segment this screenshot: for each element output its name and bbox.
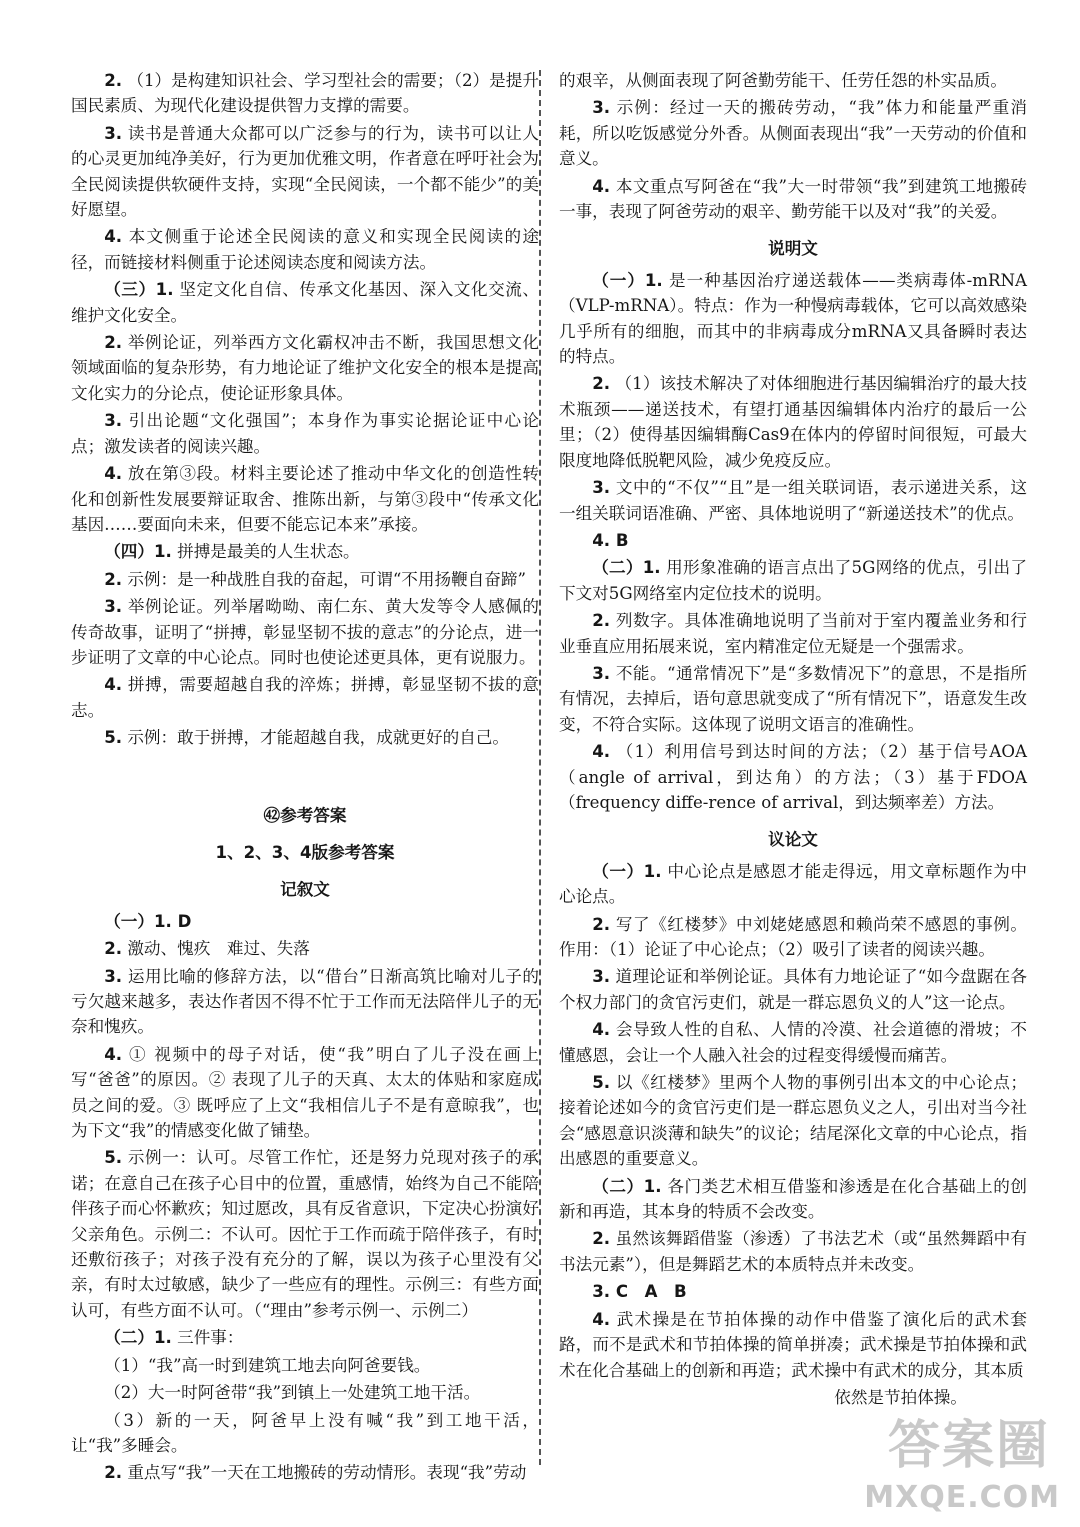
answer-item	[559, 555, 1027, 606]
answer-text: （3）新的一天，阿爸早上没有喊“我”到工地干活，让“我”多睡会。	[71, 1410, 539, 1455]
answer-text: （1）利用信号到达时间的方法；（2）基于信号AOA（angle of arrival，到达角）的方法；（3）基于FDOA（frequency diffe-rence of arrival，到达频率差）方法。	[559, 742, 1027, 812]
answer-item	[71, 539, 539, 564]
answer-text: 拼搏，需要超越自我的淬炼；拼搏，彰显坚韧不拔的意志。	[71, 675, 540, 720]
answer-text: 列数字。具体准确地说明了当前对于室内覆盖业务和行业垂直应用拓展来说，室内精准定位无疑是一个强需求。	[559, 611, 1028, 656]
question-number: 2.	[104, 1463, 123, 1483]
answer-text: 示例：敢于拼搏，才能超越自我，成就更好的自己。	[127, 728, 509, 748]
answer-item	[559, 68, 1027, 93]
answer-item	[71, 224, 539, 275]
answer-item	[559, 1070, 1027, 1172]
answer-text: 重点写“我”一天在工地搬砖的劳动情形。表现“我”劳动	[127, 1463, 527, 1483]
question-number: （一）1.	[592, 270, 663, 290]
question-number: 2.	[104, 939, 123, 959]
answer-text: （1）该技术解决了对体细胞进行基因编辑治疗的最大技术瓶颈——递送技术，有望打通基因编辑体内治疗的最后一公里；（2）使得基因编辑酶Cas9在体内的停留时间很短，可最大限度地降低脱靶风险，减少免疫反应。	[559, 374, 1027, 470]
answer-text: 放在第③段。材料主要论述了推动中华文化的创造性转化和创新性发展要辩证取舍、推陈出新，与第③段中“传承文化基因……要面向未来，但要不能忘记本来”承接。	[71, 464, 540, 534]
answer-item	[71, 1042, 539, 1144]
answer-item	[559, 475, 1027, 526]
question-number: 2.	[592, 611, 611, 631]
answer-text: 依然是节拍体操。	[834, 1387, 967, 1407]
question-number: （二）1.	[104, 1328, 172, 1348]
question-number: 2.	[104, 71, 123, 90]
answer-item	[71, 68, 539, 119]
watermark-text: 答案圈	[887, 1416, 1050, 1476]
answer-item	[71, 277, 539, 328]
question-number: 4.	[592, 742, 611, 762]
answer-text: 不能。“通常情况下”是“多数情况下”的意思，不是指所有情况，去掉后，语句意思就变成了“所有情况下”，语意发生改变，不符合实际。这体现了说明文语言的准确性。	[559, 663, 1027, 734]
answer-item	[71, 330, 539, 406]
answer-text: 虽然该舞蹈借鉴（渗透）了书法艺术（或“虽然舞蹈中有书法元素”），但是舞蹈艺术的本质特点并未改变。	[559, 1229, 1028, 1274]
question-number: 4.	[592, 176, 611, 196]
question-number: 3.	[592, 478, 611, 498]
right-column	[559, 68, 1027, 1410]
question-number: 2.	[104, 569, 123, 589]
answer-item	[71, 964, 539, 1040]
question-number: 3.	[592, 663, 611, 683]
answer-text: 写了《红楼梦》中刘姥姥感恩和赖尚荣不感恩的事例。作用：（1）论证了中心论点；（2）吸引了读者的阅读兴趣。	[559, 914, 1028, 959]
question-number: 4.	[104, 464, 123, 484]
answer-text: 引出论题“文化强国”；本身作为事实论据论证中心论点；激发读者的阅读兴趣。	[71, 411, 540, 456]
section-heading: 1、2、3、4版参考答案	[215, 842, 395, 862]
answer-item	[559, 1279, 1027, 1304]
answer-item	[71, 672, 539, 723]
answer-text: 道理论证和举例论证。具体有力地论证了“如今盘踞在各个权力部门的贪官污吏们，就是一群忘恩负义的人”这一论点。	[559, 967, 1028, 1012]
question-number: （一）1.	[592, 861, 662, 881]
answer-text: 中心论点是感恩才能走得远，用文章标题作为中心论点。	[559, 861, 1027, 907]
answer-item	[71, 408, 539, 459]
answer-item	[559, 1307, 1027, 1383]
answer-item	[559, 964, 1027, 1015]
question-number: 5.	[592, 1073, 611, 1093]
answer-text: 以《红楼梦》里两个人物的事例引出本文的中心论点；接着论述如今的贪官污吏们是一群忘恩负义之人，引出对当今社会“感恩意识淡薄和缺失”的议论；结尾深化文章的中心论点，指出感恩的重要意义。	[559, 1073, 1028, 1169]
answer-text: 激动、愧疚 难过、失落	[127, 939, 310, 959]
answer-text: 是一种基因治疗递送载体——类病毒体-mRNA（VLP-mRNA）。特点：作为一种慢病毒载体，它可以高效感染几乎所有的细胞，而其中的非病毒成分mRNA又具备瞬时表达的特点。	[559, 270, 1027, 367]
watermark-url: MXQE.COM	[864, 1480, 1060, 1515]
answer-text: （1）是构建知识社会、学习型社会的需要；（2）是提升国民素质、为现代化建设提供智力支撑的需要。	[71, 71, 539, 116]
question-number: （二）1.	[592, 1176, 662, 1196]
answer-item	[559, 1017, 1027, 1068]
answer-item	[559, 95, 1027, 171]
answer-item	[71, 909, 539, 934]
answer-item	[71, 461, 539, 537]
answer-text: 举例论证。列举屠呦呦、南仁东、黄大发等令人感佩的传奇故事，证明了“拼搏，彰显坚韧不拔的意志”的分论点，进一步证明了文章的中心论点。同时也使论述更具体，更有说服力。	[71, 597, 540, 667]
answer-item	[71, 567, 539, 592]
answer-item	[559, 174, 1027, 225]
answer-item	[71, 725, 539, 750]
question-number: 2.	[592, 374, 611, 394]
answer-text: 用形象准确的语言点出了5G网络的优点，引出了下文对5G网络室内定位技术的说明。	[559, 558, 1027, 603]
section-heading: 说明文	[768, 239, 818, 259]
answer-item	[559, 268, 1027, 370]
answer-item	[71, 121, 539, 223]
answer-text: 本文侧重于论述全民阅读的意义和实现全民阅读的途径，而链接材料侧重于论述阅读态度和阅读方法。	[71, 227, 540, 272]
answer-item	[559, 661, 1027, 737]
answer-text: 示例：是一种战胜自我的奋起，可谓“不用扬鞭自奋蹄”	[127, 569, 526, 589]
answer-text: （2）大一时阿爸带“我”到镇上一处建筑工地干活。	[104, 1383, 481, 1403]
answer-text: 示例：经过一天的搬砖劳动，“我”体力和能量严重消耗，所以吃饭感觉分外香。从侧面表现出“我”一天劳动的价值和意义。	[559, 98, 1027, 169]
question-number: 4.	[592, 1309, 611, 1329]
answer-item	[71, 1380, 539, 1405]
section-heading: 议论文	[768, 830, 818, 850]
answer-item	[559, 528, 1027, 553]
question-number: （一）1. D	[104, 911, 192, 931]
answer-text: 武术操是在节拍体操的动作中借鉴了演化后的武术套路，而不是武术和节拍体操的简单拼凑；武术操是节拍体操和武术在化合基础上的创新和再造；武术操中有武术的成分，其本质	[559, 1309, 1028, 1380]
answer-text: 的艰辛，从侧面表现了阿爸勤劳能干、任劳任怨的朴实品质。	[559, 71, 1008, 90]
column-divider	[539, 70, 541, 1465]
answer-item	[559, 371, 1027, 473]
answer-item	[559, 1226, 1027, 1277]
question-number: 4.	[104, 1044, 123, 1064]
section-gap	[71, 751, 539, 791]
answer-item	[71, 1325, 539, 1350]
answer-text: 各门类艺术相互借鉴和渗透是在化合基础上的创新和再造，其本身的特质不会改变。	[559, 1176, 1027, 1222]
question-number: （三）1.	[104, 280, 174, 300]
question-number: 3.	[104, 411, 123, 431]
answer-item	[71, 936, 539, 961]
answer-text: 坚定文化自信、传承文化基因、深入文化交流、维护文化安全。	[71, 280, 539, 325]
question-number: （四）1.	[104, 542, 172, 562]
answer-item	[559, 912, 1027, 963]
question-number: 3.	[104, 597, 123, 617]
watermark-logo	[862, 1401, 1062, 1519]
left-column	[71, 68, 539, 1486]
question-number: 4.	[104, 675, 123, 695]
answer-text: 文中的“不仅”“且”是一组关联词语，表示递进关系，这一组关联词语准确、严密、具体地说明了“新递送技术”的优点。	[559, 478, 1028, 523]
answer-item	[71, 1353, 539, 1378]
question-number: 3.	[592, 967, 611, 987]
answer-text: 运用比喻的修辞方法，以“借台”日渐高筑比喻对儿子的亏欠越来越多，表达作者因不得不忙于工作而无法陪伴儿子的无奈和愧疚。	[71, 966, 539, 1037]
answer-item	[559, 1174, 1027, 1225]
answer-text: 会导致人性的自私、人情的冷漠、社会道德的滑坡；不懂感恩，会让一个人融入社会的过程变得缓慢而痛苦。	[559, 1020, 1028, 1065]
answer-item	[559, 608, 1027, 659]
question-number: 4.	[104, 227, 123, 247]
answer-text: （1）“我”高一时到建筑工地去向阿爸要钱。	[104, 1355, 431, 1375]
question-number: 3. C A B	[592, 1282, 687, 1302]
answer-text: 读书是普通大众都可以广泛参与的行为，读书可以让人的心灵更加纯净美好，行为更加优雅文明，作者意在呼吁社会为全民阅读提供软硬件支持，实现“全民阅读，一个都不能少”的美好愿望。	[71, 123, 540, 220]
question-number: 3.	[592, 98, 611, 118]
answer-text: 举例论证，列举西方文化霸权冲击不断，我国思想文化领域面临的复杂形势，有力地论证了维护文化安全的根本是提高文化实力的分论点，使论证形象具体。	[71, 333, 540, 403]
answer-text: 三件事：	[177, 1328, 244, 1348]
question-number: 5.	[104, 728, 123, 748]
answer-text: ① 视频中的母子对话，使“我”明白了儿子没在画上写“爸爸”的原因。② 表现了儿子的天真、太太的体贴和家庭成员之间的爱。③ 既呼应了上文“我相信儿子不是有意晾我”，也为下文“我”的情感变化做了铺垫。	[71, 1044, 539, 1141]
section-heading: 记叙文	[280, 880, 330, 900]
answer-text: 示例一：认可。尽管工作忙，还是努力兑现对孩子的承诺；在意自己在孩子心目中的位置，重感情，始终为自己不能陪伴孩子而心怀歉疚；知过愿改，具有反省意识，下定决心扮演好父亲角色。示例二：不认可。因忙于工作而疏于陪伴孩子，有时还敷衍孩子；对孩子没有充分的了解，误以为孩子心里没有父亲，有时太过敏感，缺少了一些应有的理性。示例三：有些方面认可，有些方面不认可。（“理由”参考示例一、示例二）	[71, 1148, 540, 1320]
question-number: 3.	[104, 966, 123, 986]
answer-text: 本文重点写阿爸在“我”大一时带领“我”到建筑工地搬砖一事，表现了阿爸劳动的艰辛、勤劳能干以及对“我”的关爱。	[559, 176, 1027, 222]
question-number: 2.	[592, 1229, 611, 1249]
question-number: 2.	[592, 914, 611, 934]
answer-text: 拼搏是最美的人生状态。	[177, 542, 360, 562]
answer-item	[559, 739, 1027, 815]
question-number: 2.	[104, 333, 123, 353]
question-number: （二）1.	[592, 558, 661, 578]
question-number: 3.	[104, 123, 123, 143]
question-number: 5.	[104, 1148, 123, 1168]
answer-item	[71, 594, 539, 670]
answer-item	[71, 1460, 539, 1485]
section-heading: ㊷参考答案	[263, 805, 347, 825]
question-number: 4.	[592, 1020, 611, 1040]
answer-item	[559, 859, 1027, 910]
answer-item	[71, 1145, 539, 1323]
question-number: 4. B	[592, 530, 629, 550]
answer-item	[71, 1408, 539, 1459]
